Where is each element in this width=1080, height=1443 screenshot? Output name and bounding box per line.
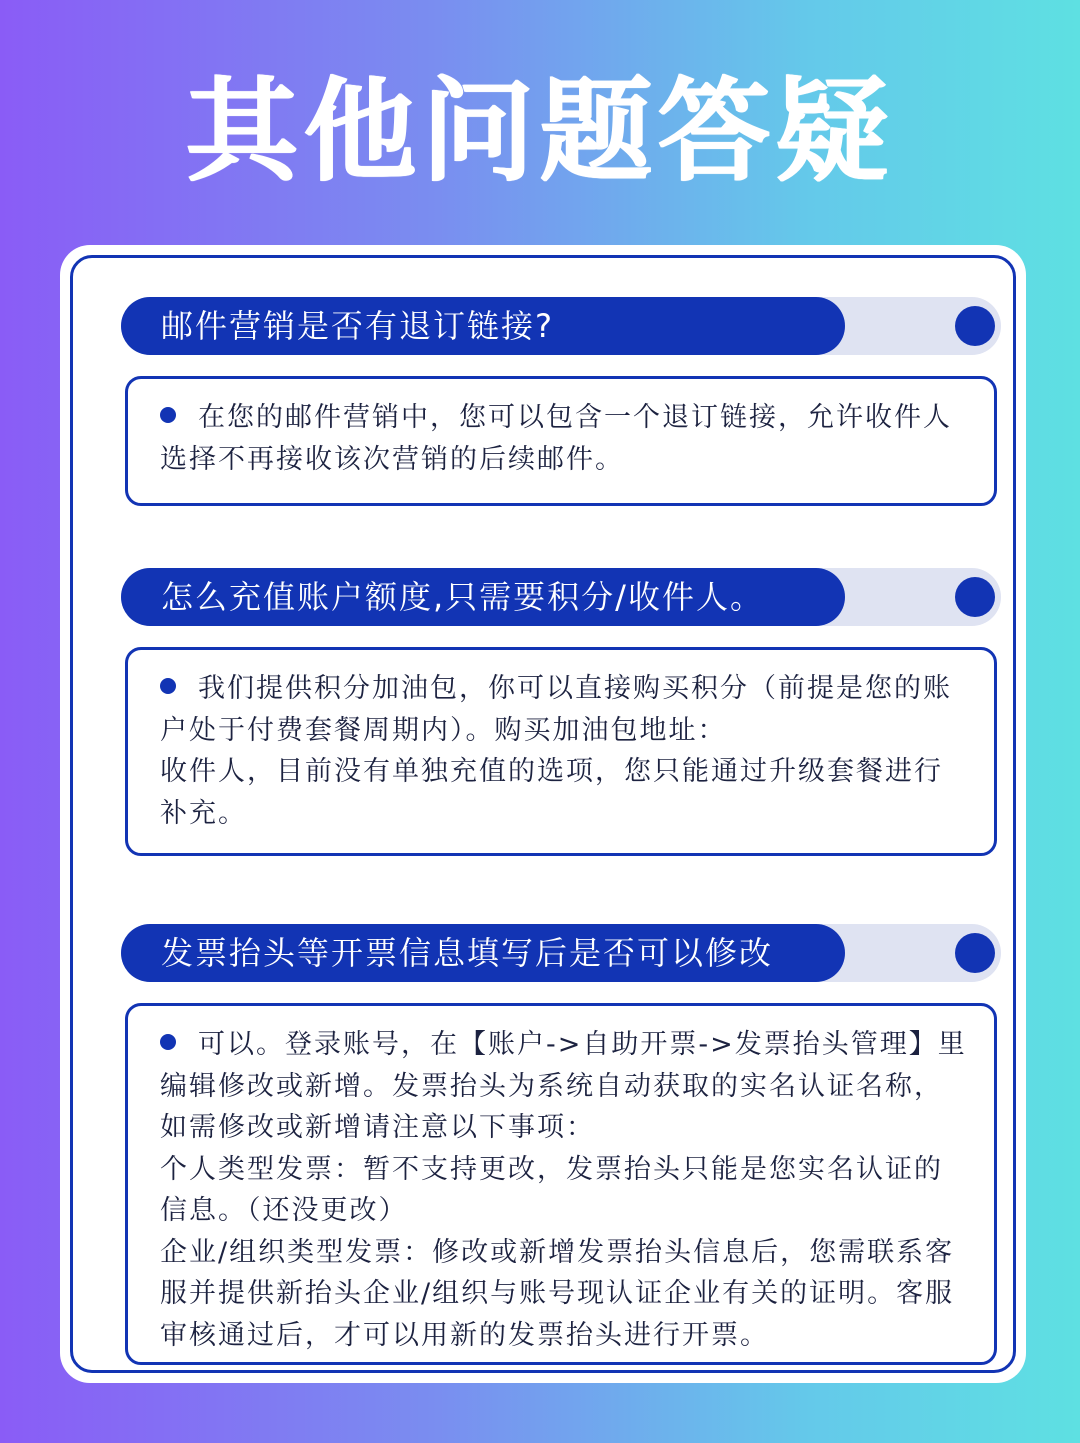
faq-answer-box-1 — [125, 376, 997, 506]
bullet-icon — [160, 678, 176, 694]
answer-line: 我们提供积分加油包，你可以直接购买积分（前提是您的账户处于付费套餐周期内）。购买加油包地址： — [160, 673, 952, 746]
faq-answer-2 — [160, 668, 970, 834]
question-bar-dot — [955, 577, 995, 617]
faq-question-1: 邮件营销是否有退订链接? — [161, 307, 554, 345]
answer-paragraph — [160, 751, 970, 834]
faq-question-bar-3 — [121, 924, 1001, 982]
bullet-icon — [160, 1034, 176, 1050]
question-bar-dot — [955, 306, 995, 346]
faq-answer-3 — [160, 1024, 970, 1356]
faq-answer-box-2 — [125, 647, 997, 856]
faq-card-frame — [70, 255, 1016, 1373]
question-bar-dot — [955, 933, 995, 973]
answer-paragraph — [160, 668, 970, 751]
faq-answer-box-3 — [125, 1003, 997, 1365]
faq-question-3: 发票抬头等开票信息填写后是否可以修改 — [161, 934, 774, 972]
answer-line: 在您的邮件营销中，您可以包含一个退订链接，允许收件人选择不再接收该次营销的后续邮件。 — [160, 402, 952, 475]
answer-line: 可以。登录账号，在【账户->自助开票->发票抬头管理】里编辑修改或新增。发票抬头为系统自动获取的实名认证名称，如需修改或新增请注意以下事项： — [160, 1029, 967, 1143]
faq-question-bar-2 — [121, 568, 1001, 626]
answer-paragraph — [160, 1024, 970, 1149]
answer-paragraph — [160, 1149, 970, 1232]
faq-answer-1 — [160, 397, 970, 480]
answer-line: 企业/组织类型发票：修改或新增发票抬头信息后，您需联系客服并提供新抬头企业/组织与账号现认证企业有关的证明。客服审核通过后，才可以用新的发票抬头进行开票。 — [160, 1236, 955, 1351]
answer-line: 收件人，目前没有单独充值的选项，您只能通过升级套餐进行补充。 — [160, 756, 943, 829]
answer-paragraph — [160, 1232, 970, 1357]
answer-paragraph — [160, 397, 970, 480]
faq-card — [60, 245, 1026, 1383]
page-title: 其他问题答疑 — [186, 67, 894, 197]
faq-question-2: 怎么充值账户额度,只需要积分/收件人。 — [161, 578, 764, 616]
faq-question-bar-1 — [121, 297, 1001, 355]
bullet-icon — [160, 407, 176, 423]
answer-line: 个人类型发票：暂不支持更改，发票抬头只能是您实名认证的信息。（还没更改） — [160, 1153, 943, 1226]
